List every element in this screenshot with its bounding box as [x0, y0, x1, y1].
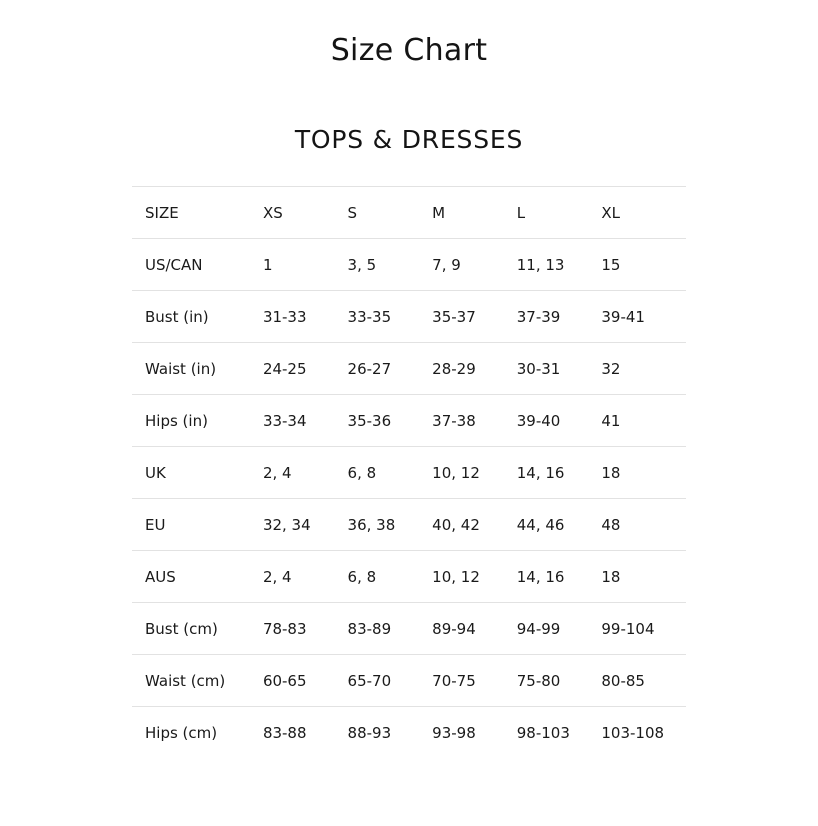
table-cell: 75-80 [516, 672, 561, 690]
table-row [132, 655, 686, 707]
table-row [132, 239, 686, 291]
table-cell: 3, 5 [347, 256, 377, 274]
table-cell: 98-103 [516, 724, 570, 742]
row-label: Waist (cm) [145, 672, 226, 690]
table-row [132, 395, 686, 447]
table-cell: 32 [601, 360, 621, 378]
table-cell: 88-93 [347, 724, 392, 742]
table-cell: 89-94 [432, 620, 476, 638]
table-cell: 6, 8 [347, 464, 377, 482]
table-cell: 10, 12 [432, 464, 480, 482]
table-cell: 26-27 [347, 360, 392, 378]
table-header-cell: M [432, 204, 446, 222]
table-cell: 35-36 [347, 412, 392, 430]
table-row [132, 447, 686, 499]
row-label: Bust (in) [145, 308, 209, 326]
table-row [132, 603, 686, 655]
row-label: US/CAN [145, 256, 203, 274]
row-label: UK [145, 464, 166, 482]
table-cell: 103-108 [601, 724, 665, 742]
table-cell: 36, 38 [347, 516, 396, 534]
table-cell: 44, 46 [516, 516, 565, 534]
page-title: Size Chart [330, 33, 488, 68]
table-header-cell: L [516, 204, 526, 222]
table-cell: 83-88 [262, 724, 307, 742]
table-cell: 93-98 [432, 724, 476, 742]
table-header-cell: XS [262, 204, 283, 222]
table-header-cell: S [347, 204, 358, 222]
table-row [132, 343, 686, 395]
table-cell: 35-37 [432, 308, 476, 326]
table-cell: 14, 16 [516, 464, 565, 482]
table-cell: 99-104 [601, 620, 655, 638]
table-cell: 39-41 [601, 308, 645, 326]
table-header [132, 187, 686, 239]
table-cell: 65-70 [347, 672, 392, 690]
table-cell: 10, 12 [432, 568, 480, 586]
row-label: Bust (cm) [145, 620, 218, 638]
table-row [132, 707, 686, 759]
table-cell: 32, 34 [262, 516, 311, 534]
table-row [132, 499, 686, 551]
table-row [132, 551, 686, 603]
table-cell: 33-35 [347, 308, 392, 326]
table-body [132, 239, 686, 759]
table-cell: 48 [601, 516, 621, 534]
table-cell: 2, 4 [262, 464, 292, 482]
table-cell: 83-89 [347, 620, 392, 638]
table-cell: 18 [601, 568, 621, 586]
table-cell: 94-99 [516, 620, 561, 638]
table-cell: 80-85 [601, 672, 645, 690]
section-title: TOPS & DRESSES [294, 125, 524, 154]
table-cell: 1 [262, 256, 273, 274]
table-header-cell: SIZE [145, 204, 179, 222]
table-cell: 31-33 [262, 308, 307, 326]
table-cell: 11, 13 [516, 256, 565, 274]
table-cell: 41 [601, 412, 621, 430]
table-cell: 6, 8 [347, 568, 377, 586]
table-cell: 37-38 [432, 412, 476, 430]
size-table [132, 186, 686, 758]
table-cell: 14, 16 [516, 568, 565, 586]
row-label: Hips (in) [145, 412, 208, 430]
row-label: Hips (cm) [145, 724, 218, 742]
table-cell: 78-83 [262, 620, 307, 638]
table-cell: 18 [601, 464, 621, 482]
row-label: AUS [145, 568, 176, 586]
table-cell: 7, 9 [432, 256, 461, 274]
table-cell: 39-40 [516, 412, 561, 430]
size-table-container [132, 186, 686, 758]
table-cell: 15 [601, 256, 621, 274]
table-header-row [132, 187, 686, 239]
table-cell: 24-25 [262, 360, 307, 378]
table-cell: 37-39 [516, 308, 561, 326]
table-cell: 33-34 [262, 412, 307, 430]
row-label: Waist (in) [145, 360, 217, 378]
table-cell: 70-75 [432, 672, 476, 690]
table-cell: 40, 42 [432, 516, 480, 534]
table-cell: 30-31 [516, 360, 561, 378]
table-row [132, 291, 686, 343]
table-cell: 60-65 [262, 672, 307, 690]
table-header-cell: XL [601, 204, 621, 222]
table-cell: 2, 4 [262, 568, 292, 586]
row-label: EU [145, 516, 166, 534]
table-cell: 28-29 [432, 360, 476, 378]
